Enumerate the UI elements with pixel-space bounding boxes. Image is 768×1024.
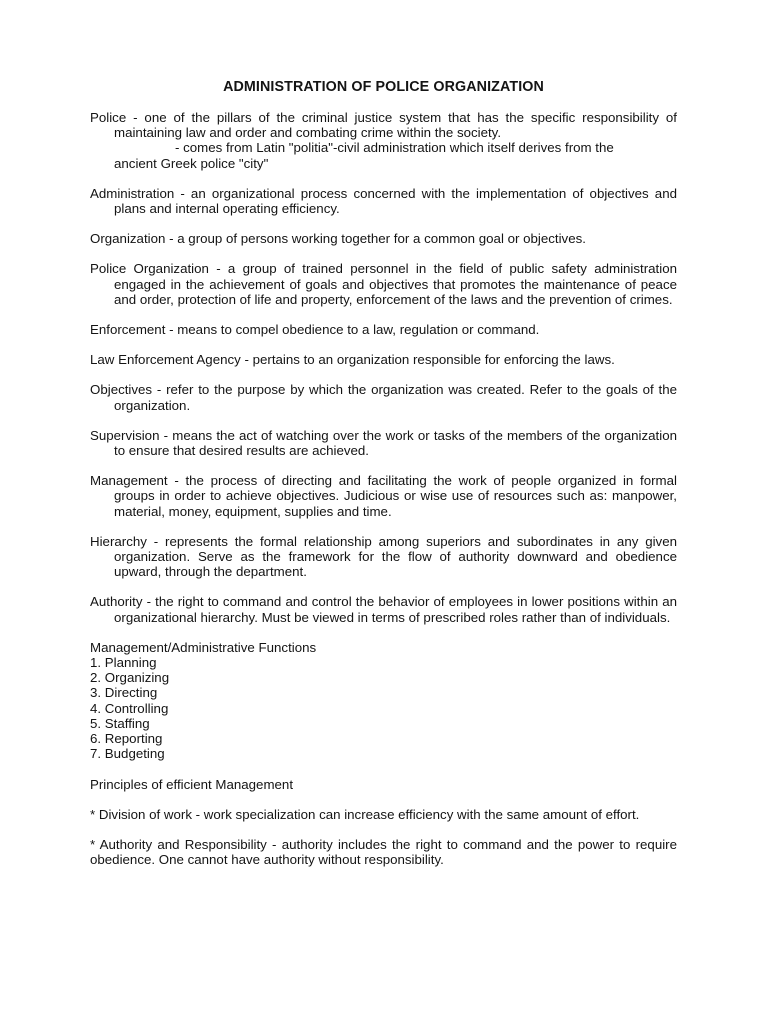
principle-authority-and-responsibility: * Authority and Responsibility - authority includes the right to command and the power to require obedience. One cannot have authority without responsibility. [90, 836, 677, 868]
etymology-rest: ancient Greek police "city" [114, 155, 269, 171]
definition-administration: Administration - an organizational process concerned with the implementation of objectives and plans and internal operating efficiency. [90, 185, 677, 217]
definition-management: Management - the process of directing and facilitating the work of people organized in formal groups in order to achieve objectives. Judicious or wise use of resources such as: manpower, material, money, equipment, supplies and time. [90, 473, 677, 519]
list-item: 2. Organizing [90, 670, 170, 686]
definition-organization: Organization - a group of persons working together for a common goal or objectives. [90, 231, 586, 247]
list-item: 7. Budgeting [90, 746, 165, 762]
etymology-lead: - comes from Latin "politia"-civil administration which itself derives from the [175, 140, 614, 156]
definition-supervision: Supervision - means the act of watching over the work or tasks of the members of the organization to ensure that desired results are achieved. [90, 427, 677, 459]
definition-law-enforcement-agency: Law Enforcement Agency - pertains to an organization responsible for enforcing the laws. [90, 352, 615, 368]
principle-division-of-work: * Division of work - work specialization can increase efficiency with the same amount of effort. [90, 806, 640, 822]
functions-heading: Management/Administrative Functions [90, 639, 317, 655]
principles-heading: Principles of efficient Management [90, 776, 294, 792]
list-item: 4. Controlling [90, 700, 169, 716]
definition-police-organization: Police Organization - a group of trained personnel in the field of public safety administration engaged in the achievement of goals and objectives that promotes the maintenance of peace and order, protection of life and property, enforcement of the laws and the prevention of crimes. [90, 261, 677, 307]
definition-police [90, 110, 677, 171]
definition-text: Police - one of the pillars of the criminal justice system that has the specific responsibility of maintaining law and order and combating crime within the society. [90, 110, 677, 141]
list-item: 1. Planning [90, 655, 157, 671]
list-item: 3. Directing [90, 685, 158, 701]
definition-etymology [114, 140, 677, 170]
definition-objectives: Objectives - refer to the purpose by which the organization was created. Refer to the goals of the organization. [90, 382, 677, 413]
list-item: 6. Reporting [90, 731, 163, 747]
definition-enforcement: Enforcement - means to compel obedience to a law, regulation or command. [90, 322, 540, 338]
functions-list [90, 655, 677, 761]
definition-hierarchy: Hierarchy - represents the formal relationship among superiors and subordinates in any given organization. Serve as the framework for the flow of authority downward and obedience upward, through the department. [90, 533, 677, 580]
definition-authority: Authority - the right to command and control the behavior of employees in lower positions within an organizational hierarchy. Must be viewed in terms of prescribed roles rather than of individuals. [90, 594, 677, 625]
document-page [90, 79, 677, 882]
list-item: 5. Staffing [90, 715, 150, 731]
document-title: ADMINISTRATION OF POLICE ORGANIZATION [223, 79, 544, 95]
